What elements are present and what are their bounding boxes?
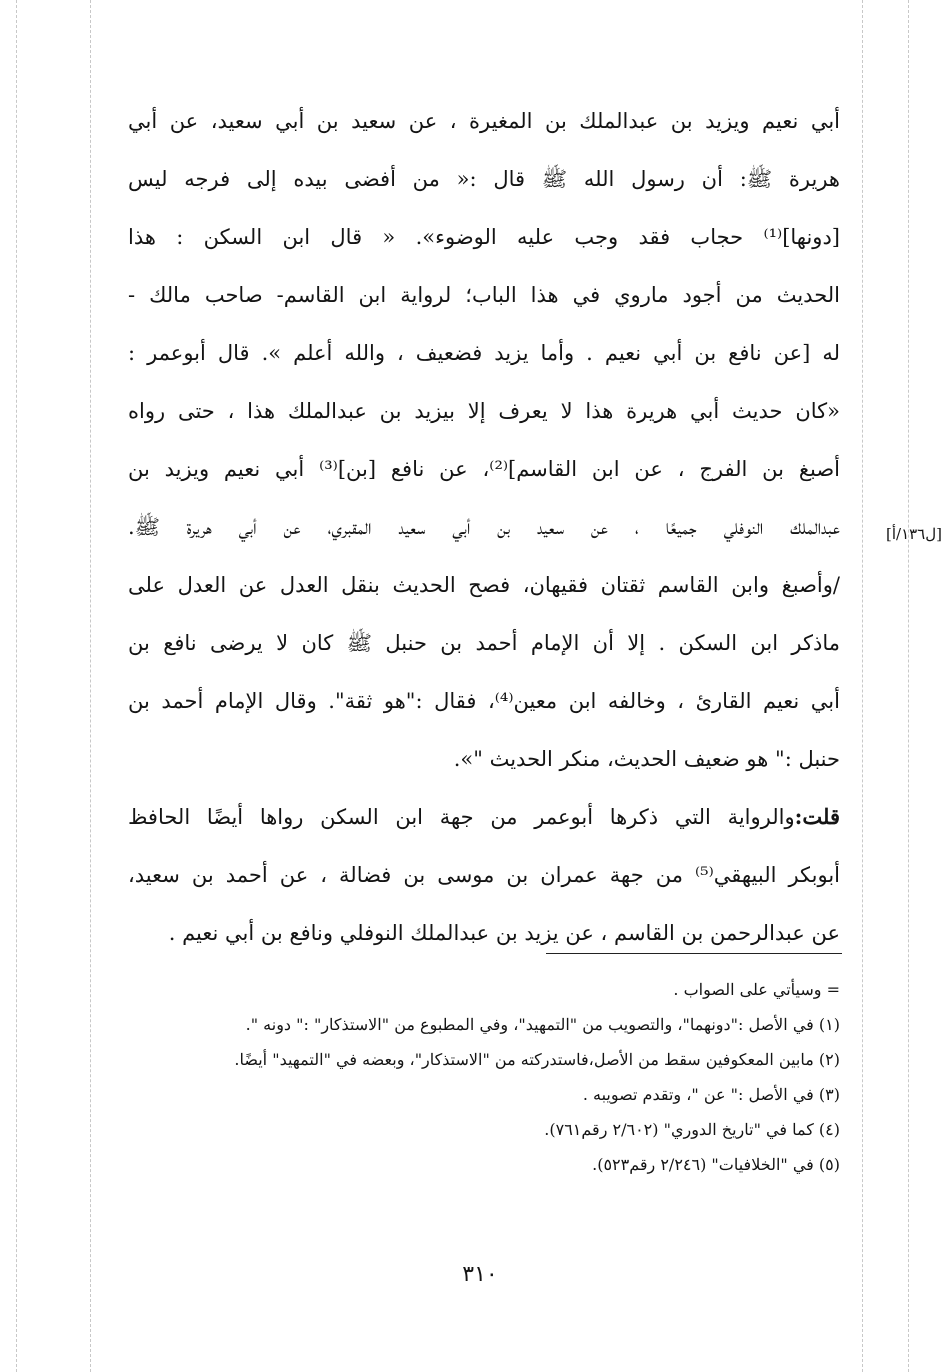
footnote: (٤) كما في "تاريخ الدوري" (٢/٦٠٢ رقم٧٦١). (544, 1120, 840, 1139)
text-line: حنبل :" هو ضعيف الحديث، منكر الحديث "». (453, 747, 840, 771)
text-line: ماذكر ابن السكن . إلا أن الإمام أحمد بن حنبل ﷺ كان لا يرضى نافع بن (128, 631, 840, 655)
footnotes (128, 972, 840, 1182)
footnote: (٢) مابين المعكوفين سقط من الأصل،فاستدركته من "الاستذكار"، وبعضه في "التمهيد" أيضًا. (234, 1050, 840, 1069)
scan-guide-line (862, 0, 863, 1372)
text-line: أصبغ بن الفرج ، عن ابن القاسم]⁽²⁾، عن نافع [بن]⁽³⁾ أبي نعيم ويزيد بن (128, 457, 840, 481)
text-line: أبوبكر البيهقي⁽⁵⁾ من جهة عمران بن موسى بن فضالة ، عن أحمد بن سعيد، (128, 863, 840, 887)
text-line: له [عن نافع بن أبي نعيم . وأما يزيد فضعيف ، والله أعلم ». قال أبوعمر : (128, 341, 840, 365)
scan-guide-line (16, 0, 17, 1372)
scan-guide-line (90, 0, 91, 1372)
text-line: /وأصبغ وابن القاسم ثقتان فقيهان، فصح الحديث بنقل العدل عن العدل على (128, 573, 840, 597)
text-line: والرواية التي ذكرها أبوعمر من جهة ابن السكن رواها أيضًا الحافظ (128, 805, 795, 829)
text-line: الحديث من أجود ماروي في هذا الباب؛ لرواية ابن القاسم- صاحب مالك - (128, 283, 840, 307)
text-line: أبي نعيم ويزيد بن عبدالملك بن المغيرة ، عن سعيد بن أبي سعيد، عن أبي (128, 109, 840, 133)
text-line: أبي نعيم القارئ ، وخالفه ابن معين⁽⁴⁾، فقال :"هو ثقة". وقال الإمام أحمد بن (128, 689, 840, 713)
footnote-separator (546, 953, 842, 954)
manuscript-folio-note: [ل١٣٦/أ] (885, 525, 942, 543)
page-number: ٣١٠ (462, 1262, 498, 1287)
text-line: عن عبدالرحمن بن القاسم ، عن يزيد بن عبدالملك النوفلي ونافع بن أبي نعيم . (168, 921, 840, 945)
footnote: (٥) في "الخلافيات" (٢/٢٤٦ رقم٥٢٣). (592, 1155, 840, 1174)
text-line: «كان حديث أبي هريرة هذا لا يعرف إلا بيزيد بن عبدالملك هذا ، حتى رواه (128, 399, 840, 423)
text-line: عبدالملك النوفلي جميعًا ، عن سعيد بن أبي سعيد المقبري، عن أبي هريرة ﷺ. (128, 515, 840, 539)
qult-label: قلت: (794, 804, 840, 829)
qult-paragraph-line (128, 788, 840, 846)
footnote: = وسيأتي على الصواب . (673, 980, 840, 999)
main-text (128, 92, 840, 962)
footnote: (٣) في الأصل :" عن "، وتقدم تصويبه . (582, 1085, 840, 1104)
footnote: (١) في الأصل :"دونهما"، والتصويب من "التمهيد"، وفي المطبوع من "الاستذكار" :" دونه ". (245, 1015, 840, 1034)
text-line: [دونها]⁽¹⁾ حجاب فقد وجب عليه الوضوء». « قال ابن السكن : هذا (128, 225, 840, 249)
text-line: هريرة ﷺ: أن رسول الله ﷺ قال :« من أفضى بيده إلى فرجه ليس (128, 167, 840, 191)
scan-guide-line (908, 0, 909, 1372)
